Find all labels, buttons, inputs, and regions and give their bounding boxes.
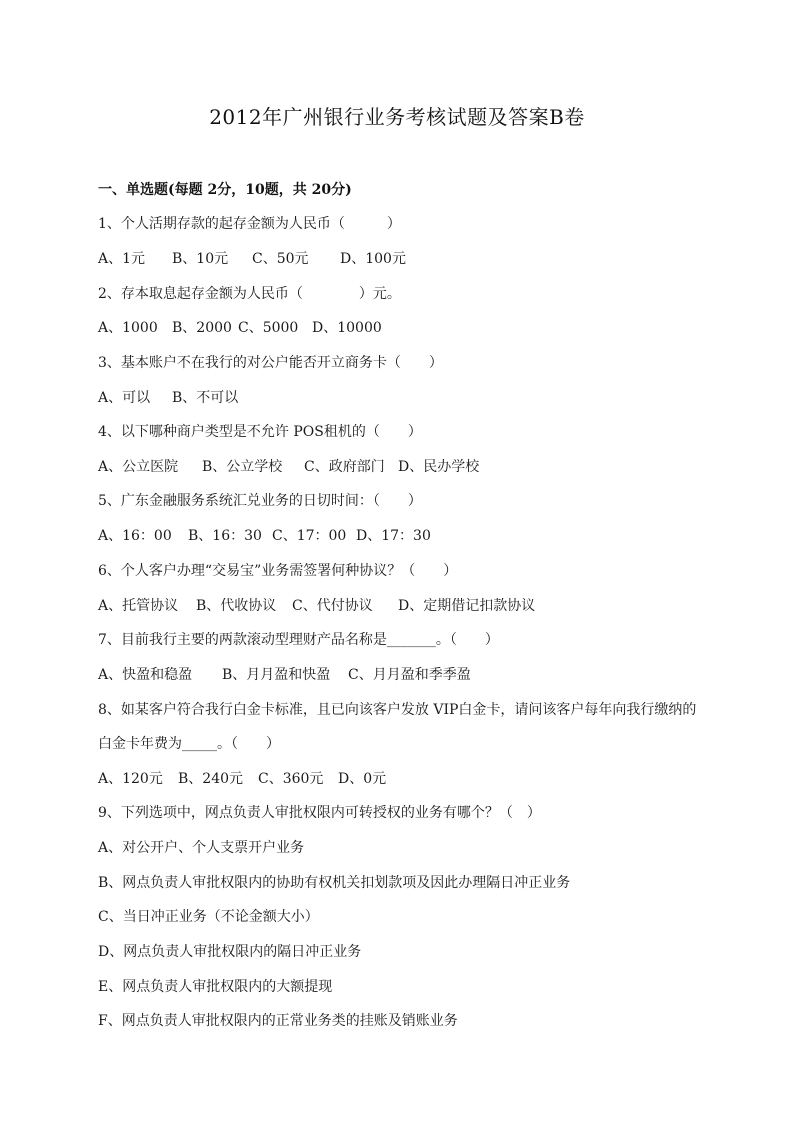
q8-option-a: A、120元 [98, 771, 163, 787]
question-4: 4、以下哪种商户类型是不允许 POS租机的（ ） [98, 424, 422, 440]
question-9: 9、下列选项中，网点负责人审批权限内可转授权的业务有哪个？（ ） [98, 805, 541, 821]
section-heading: 一、单选题(每题 2分，10题，共 20分) [98, 182, 352, 198]
q7-option-b: B、月月盈和快盈 [222, 667, 331, 683]
question-4-options [98, 457, 480, 477]
q9-option-e: E、网点负责人审批权限内的大额提现 [98, 979, 333, 995]
q7-option-c: C、月月盈和季季盈 [348, 667, 471, 683]
q1-option-c: C、50元 [252, 251, 309, 267]
question-5-options [98, 526, 431, 546]
question-6-options [98, 596, 536, 616]
q8-option-b: B、240元 [178, 771, 244, 787]
q4-option-b: B、公立学校 [202, 459, 283, 475]
q5-option-a: A、16：00 [98, 528, 172, 544]
q2-option-c: C、5000 [238, 320, 299, 336]
q6-option-c: C、代付协议 [292, 598, 373, 614]
question-8-continued: 白金卡年费为_____。（ ） [98, 736, 280, 752]
q4-option-a: A、公立医院 [98, 459, 179, 475]
question-8: 8、如某客户符合我行白金卡标准，且已向该客户发放 VIP白金卡，请问该客户每年向我行缴纳的 [98, 702, 697, 718]
q1-option-b: B、10元 [172, 251, 229, 267]
q5-option-c: C、17：00 [272, 528, 347, 544]
q9-option-f: F、网点负责人审批权限内的正常业务类的挂账及销账业务 [98, 1013, 458, 1029]
q2-option-a: A、1000 [98, 320, 158, 336]
q4-option-d: D、民办学校 [398, 459, 480, 475]
question-2-options [98, 318, 382, 338]
question-6: 6、个人客户办理“交易宝”业务需签署何种协议？（ ） [98, 563, 458, 579]
question-1: 1、个人活期存款的起存金额为人民币（ ） [98, 216, 401, 232]
q9-option-d: D、网点负责人审批权限内的隔日冲正业务 [98, 944, 362, 960]
q6-option-d: D、定期借记扣款协议 [398, 598, 536, 614]
question-5: 5、广东金融服务系统汇兑业务的日切时间：（ ） [98, 493, 422, 509]
q9-option-c: C、当日冲正业务（不论金额大小） [98, 909, 319, 925]
question-3-options [98, 388, 239, 408]
q1-option-d: D、100元 [340, 251, 406, 267]
q7-option-a: A、快盈和稳盈 [98, 667, 193, 683]
document-title: 2012年广州银行业务考核试题及答案B卷 [209, 105, 585, 129]
q9-option-b: B、网点负责人审批权限内的协助有权机关扣划款项及因此办理隔日冲正业务 [98, 875, 571, 891]
q2-option-b: B、2000 [172, 320, 232, 336]
q3-option-b: B、不可以 [172, 390, 239, 406]
q9-option-a: A、对公开户、个人支票开户业务 [98, 840, 305, 856]
q2-option-d: D、10000 [312, 320, 382, 336]
q4-option-c: C、政府部门 [304, 459, 385, 475]
q5-option-d: D、17：30 [356, 528, 431, 544]
q5-option-b: B、16：30 [188, 528, 262, 544]
q3-option-a: A、可以 [98, 390, 151, 406]
question-7: 7、目前我行主要的两款滚动型理财产品名称是_______。（ ） [98, 632, 499, 648]
q6-option-b: B、代收协议 [196, 598, 277, 614]
q6-option-a: A、托管协议 [98, 598, 179, 614]
question-3: 3、基本账户不在我行的对公户能否开立商务卡（ ） [98, 355, 443, 371]
question-7-options [98, 665, 471, 685]
q8-option-d: D、0元 [338, 771, 387, 787]
q8-option-c: C、360元 [258, 771, 324, 787]
q1-option-a: A、1元 [98, 251, 146, 267]
question-2: 2、存本取息起存金额为人民币（ ）元。 [98, 286, 401, 302]
question-8-options [98, 769, 387, 789]
question-1-options [98, 249, 406, 269]
